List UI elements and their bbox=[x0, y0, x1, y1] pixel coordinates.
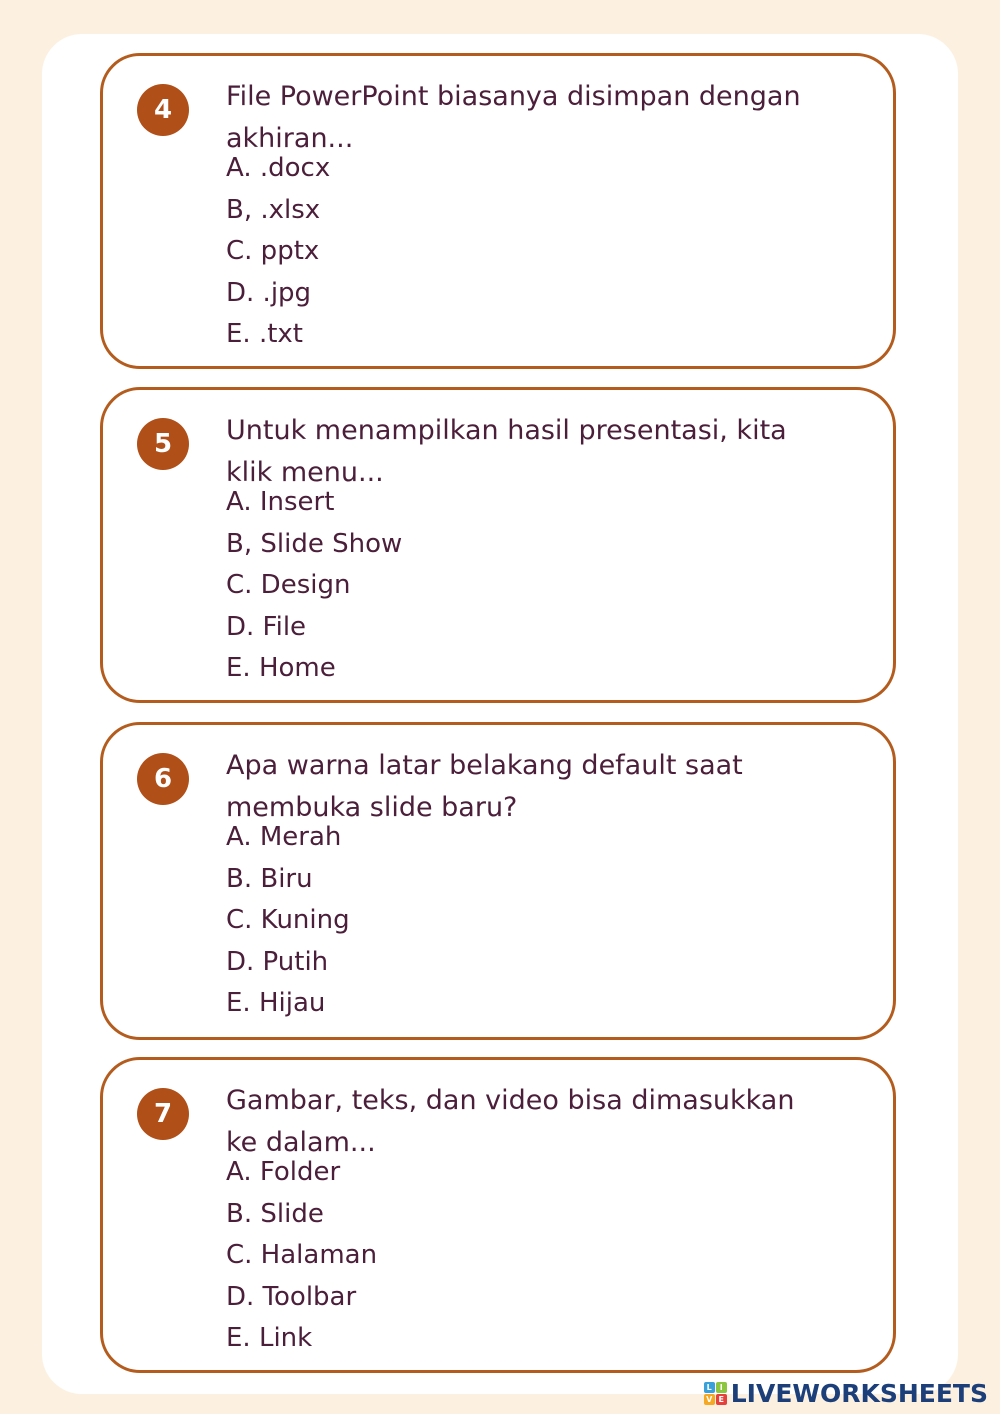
option-a[interactable]: A. Insert bbox=[226, 487, 335, 517]
question-text: Untuk menampilkan hasil presentasi, kita klik menu... bbox=[226, 415, 787, 488]
option-c[interactable]: C. Design bbox=[226, 570, 351, 600]
option-d[interactable]: D. Toolbar bbox=[226, 1281, 357, 1312]
option-b[interactable]: B, .xlsx bbox=[226, 194, 321, 225]
question-card-6 bbox=[100, 722, 896, 1040]
answer-options bbox=[226, 148, 330, 356]
question-text: Gambar, teks, dan video bisa dimasukkan ke dalam... bbox=[226, 1085, 795, 1158]
question-number-badge: 5 bbox=[137, 418, 189, 470]
option-c[interactable]: C. pptx bbox=[226, 236, 320, 266]
question-number-badge: 4 bbox=[137, 84, 189, 136]
liveworksheets-logo-icon: L I V E bbox=[704, 1382, 727, 1405]
question-card-7 bbox=[100, 1057, 896, 1373]
option-a[interactable]: A. Merah bbox=[226, 822, 342, 852]
question-card-5 bbox=[100, 387, 896, 703]
option-a[interactable]: A. Folder bbox=[226, 1157, 341, 1187]
option-b[interactable]: B. Slide bbox=[226, 1198, 324, 1229]
option-c[interactable]: C. Halaman bbox=[226, 1240, 378, 1270]
question-text: File PowerPoint biasanya disimpan dengan akhiran... bbox=[226, 81, 801, 154]
option-e[interactable]: E. .txt bbox=[226, 319, 303, 349]
option-d[interactable]: D. File bbox=[226, 611, 307, 642]
option-a[interactable]: A. .docx bbox=[226, 153, 331, 183]
question-number-badge: 6 bbox=[137, 753, 189, 805]
option-d[interactable]: D. Putih bbox=[226, 946, 329, 977]
answer-options bbox=[226, 1152, 377, 1360]
option-d[interactable]: D. .jpg bbox=[226, 277, 312, 308]
option-e[interactable]: E. Hijau bbox=[226, 988, 326, 1018]
option-e[interactable]: E. Home bbox=[226, 653, 336, 683]
question-text: Apa warna latar belakang default saat membuka slide baru? bbox=[226, 750, 743, 823]
answer-options bbox=[226, 482, 402, 690]
option-c[interactable]: C. Kuning bbox=[226, 905, 350, 935]
liveworksheets-watermark bbox=[704, 1379, 988, 1408]
watermark-text: LIVEWORKSHEETS bbox=[730, 1379, 988, 1408]
option-b[interactable]: B. Biru bbox=[226, 863, 313, 894]
option-e[interactable]: E. Link bbox=[226, 1323, 313, 1353]
question-card-4 bbox=[100, 53, 896, 369]
option-b[interactable]: B, Slide Show bbox=[226, 528, 403, 559]
answer-options bbox=[226, 817, 350, 1025]
question-number-badge: 7 bbox=[137, 1088, 189, 1140]
